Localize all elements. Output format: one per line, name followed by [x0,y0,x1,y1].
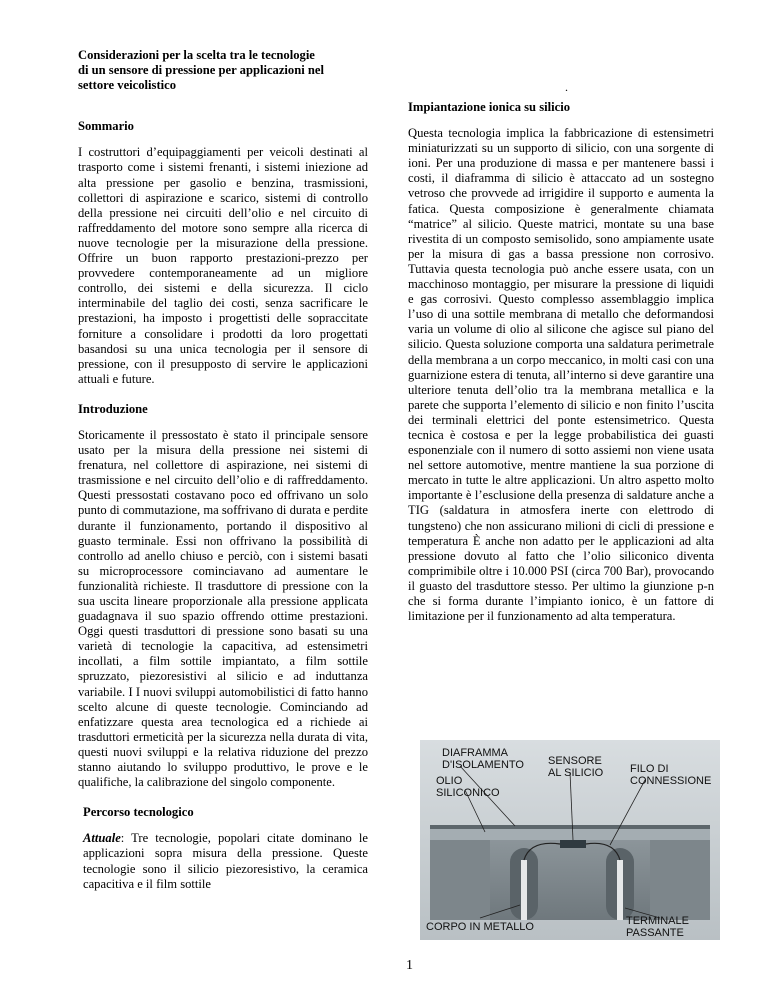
title-line: di un sensore di pressione per applicazioni nel [78,63,324,78]
attuale-label: Attuale [83,831,121,846]
terminal-pin-right [617,860,623,920]
body-block-left [430,840,490,920]
label-olio-1: OLIO [436,775,463,787]
sensor-cross-section-figure [420,740,720,940]
label-olio-2: SILICONICO [436,787,500,799]
stray-mark: . [565,80,568,94]
body-block-right [650,840,710,920]
sommario-paragraph: I costruttori d’equipaggiamenti per veicoli destinati al trasporto come i sistemi frenanti, i sistemi iniezione ad alta pressione per gasolio e benzina, trasmissioni, collettori di aspirazione e scarico, sistemi di controllo della pressione nei circuiti dell’olio e nel circuito di raffreddamento del motore sono sempre alla ricerca di nuove tecnologie per la misurazione della pressione. Offrire un buon rapporto prestazioni-prezzo per provvedere contemporaneamente ad un migliore controllo, dei sistemi e della sicurezza. Il ciclo interminabile del taglio dei costi, senza sacrificare le prestazioni, ha imposto i progettisti delle sopraccitate forniture a consolidare i prodotti da loro progettati basandosi su una unica tecnologia per il sensore di pressione, con il presupposto di servire le applicazioni attuali e future. [78,145,368,386]
label-corpo: CORPO IN METALLO [426,921,534,933]
title-line: Considerazioni per la scelta tra le tecnologie [78,48,315,62]
impiantazione-heading: Impiantazione ionica su silicio [408,100,570,114]
label-terminale-1: TERMINALE [626,915,689,927]
sommario-heading: Sommario [78,119,134,134]
introduzione-paragraph: Storicamente il pressostato è stato il principale sensore usato per la misura della pressione nei sistemi di frenatura, nel collettore di aspirazione, nei sistemi di trasmissione e nel circuito dell’olio e di raffreddamento. Questi pressostati costavano poco ed offrivano un solo punto di commutazione, ma soffrivano di durata e perdite durante il funzionamento, portando il dispositivo al guasto terminale. Essi non offrivano la possibilità di controllo ad anello chiuso e perciò, con i sistemi basati su microprocessore cominciavano ad aumentare le funzionalità richieste. Il trasduttore di pressione con la sua uscita lineare proporzionale alla pressione applicata guadagnava il suo spazio offrendo ottime prestazioni. Oggi questi trasduttori di pressione sono basati su una varietà di tecnologie la capacitiva, ad estensimetri incollati, a film sottile impiantato, a film sottile spruzzato, piezoresistivi al silicio e ad induttanza variabile. I I nuovi sviluppi automobilistici di fatto hanno scelto alcune di queste tecnologie. Cominciando ad enfatizzare questa area tecnologica ed a richiede ai trasduttori ermeticità per la sicurezza nella durata di vita, questi nuovi sviluppi e la relativa riduzione del prezzo stanno aiutando lo sviluppo produttivo, le prove e le qualifiche, la calibrazione del singolo componente. [78,427,368,790]
label-diaframma-2: D'ISOLAMENTO [442,759,524,771]
label-diaframma-1: DIAFRAMMA [442,747,508,759]
impiantazione-paragraph: Questa tecnologia implica la fabbricazione di estensimetri miniaturizzati su un supporto di silicio, con una sorgente di ioni. Per una produzione di massa e per mantenere bassi i costi, il diaframma di silicio è attaccato ad un sostegno vetroso che provvede ad irrigidire il supporto e aumenta la fatica. Questa composizione è generalmente chiamata “matrice” al silicio. Queste matrici, montate su una base rivestita di un composto semisolido, sono ampiamente usate per la misura di gas a bassa pressione non corrosivo. Tuttavia questa tecnologia può anche essere usata, con un macchinoso montaggio, per misurare la pressione di liquidi e gas corrosivi. Questo complesso assemblaggio implica l’uso di una sottile membrana di metallo che deformandosi varia un volume di olio al silicone che agisce sul piano del silicio. Questa soluzione comporta una saldatura perimetrale della membrana a un corpo meccanico, in molti casi con una guarnizione estera di tenuta, all’interno si deve garantire una ulteriore tenuta dell’olio tra la membrana metallica e la parete che supporta l’elemento di silicio e non finito l’uscita dei terminali elettrici del ponte estensimetrico. Questa tecnica è costosa e per la legge probabilistica dei guasti esponenziale con il numero di sotto assiemi non viene usata nel settore automotive, mentre mantiene la sua porzione di mercato in tutte le altre applicazioni. Un altro aspetto molto importante è l’esclusione della presenza di saldature anche a TIG (saldatura in atmosfera inerte con elettrodo di tungsteno) che non assicurano milioni di cicli di pressione e temperatura È anche non adatto per le applicazioni ad alta pressione dovuto al fatto che l’olio siliconico diventa comprimibile oltre i 10.000 PSI (circa 700 Bar), provocando il guasto del trasduttore stesso. Per ultimo la giunzione p-n che si forma durante l’impianto ionico, è un fattore di limitazione per il funzionamento ad alta temperatura. [408,126,714,624]
label-filo-2: CONNESSIONE [630,775,712,787]
diaphragm-shape [430,825,710,829]
label-filo-1: FILO DI [630,763,669,775]
terminal-pin-left [521,860,527,920]
title-line: settore veicolistico [78,78,177,93]
introduzione-heading: Introduzione [78,401,148,416]
percorso-heading: Percorso tecnologico [83,805,194,820]
label-sensore-2: AL SILICIO [548,767,604,779]
label-sensore-1: SENSORE [548,755,602,767]
right-column [408,100,714,639]
left-column [78,48,368,892]
attuale-paragraph [83,831,368,891]
percorso-section [83,805,368,891]
attuale-text: : Tre tecnologie, popolari citate dominano le applicazioni sopra misura della pressione. Queste tecnologie sono il silicio piezoresistivo, la ceramica capacitiva e il film sottile [83,831,368,891]
document-title [78,48,368,93]
silicon-sensor-shape [560,840,586,848]
label-terminale-2: PASSANTE [626,927,684,939]
oil-layer-shape [430,828,710,840]
page-number: 1 [406,958,413,973]
